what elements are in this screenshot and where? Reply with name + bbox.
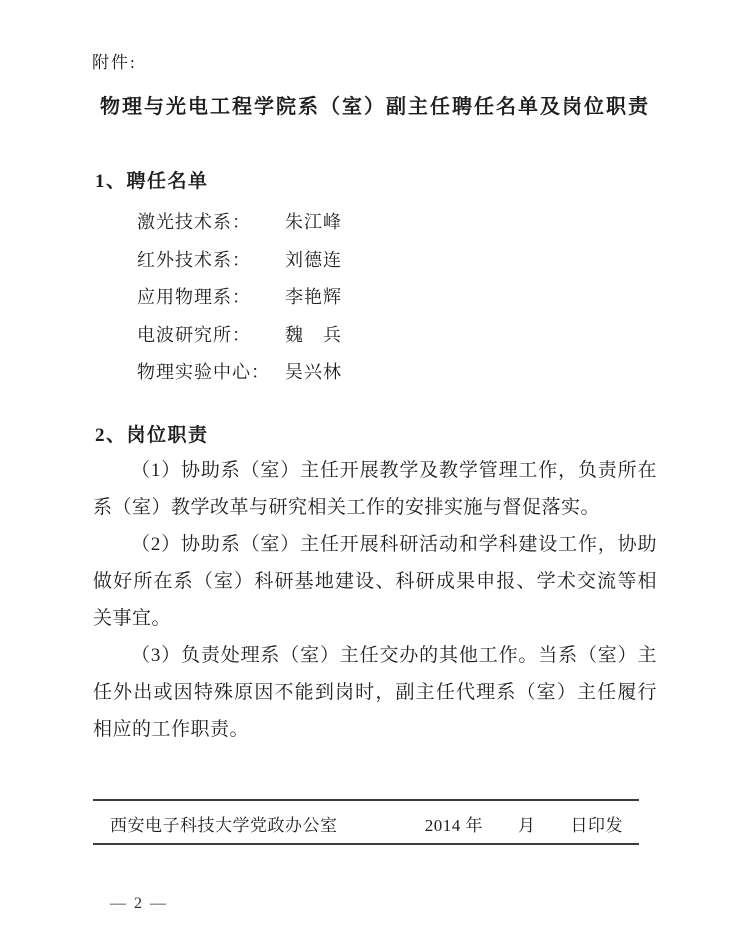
page-number: — 2 — (110, 895, 168, 912)
duty-paragraph: （2）协助系（室）主任开展科研活动和学科建设工作，协助做好所在系（室）科研基地建设、科研成果申报、学术交流等相关事宜。 (93, 534, 657, 629)
attachment-label: 附件: (92, 53, 137, 72)
issuer-text: 西安电子科技大学党政办公室 (110, 816, 338, 835)
appointment-row (137, 317, 342, 355)
department-label: 物理实验中心： (137, 362, 270, 382)
footer-divider-bottom (93, 843, 639, 845)
issue-date-text: 2014 年 月 日印发 (424, 816, 623, 835)
duty-paragraph: （3）负责处理系（室）主任交办的其他工作。当系（室）主任外出或因特殊原因不能到岗时，副主任代理系（室）主任履行相应的工作职责。 (93, 645, 657, 740)
department-label: 应用物理系： (137, 287, 251, 307)
document-title: 物理与光电工程学院系（室）副主任聘任名单及岗位职责 (100, 96, 650, 118)
footer (93, 812, 639, 840)
department-label: 红外技术系： (137, 249, 251, 270)
appointee-name: 朱江峰 (285, 212, 342, 232)
duty-paragraph: （1）协助系（室）主任开展教学及教学管理工作，负责所在系（室）教学改革与研究相关工作的安排实施与督促落实。 (93, 460, 657, 518)
appointment-row (137, 354, 342, 392)
appointee-name: 吴兴林 (285, 362, 342, 382)
section-2-heading: 2、岗位职责 (95, 425, 209, 446)
appointee-name: 魏 兵 (285, 324, 342, 345)
appointee-name: 刘德连 (285, 249, 342, 270)
appointment-row (137, 279, 342, 317)
appointment-list (137, 204, 342, 392)
appointment-row (137, 204, 342, 242)
appointment-row (137, 242, 342, 280)
appointee-name: 李艳辉 (285, 287, 342, 307)
department-label: 激光技术系： (137, 212, 251, 232)
section-1-heading: 1、聘任名单 (95, 171, 209, 192)
department-label: 电波研究所： (137, 324, 251, 345)
duties-text (93, 452, 657, 748)
footer-divider-top (93, 799, 639, 801)
